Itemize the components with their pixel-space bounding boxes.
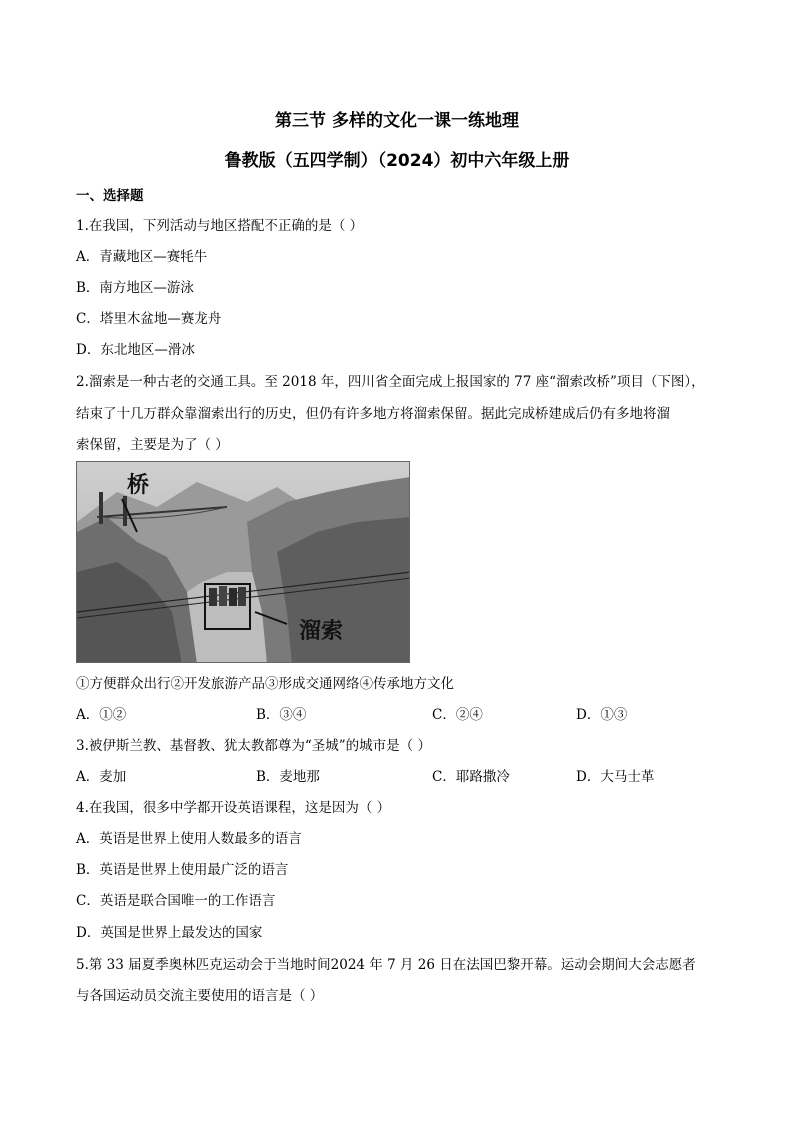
- question-1-option-a: A．青藏地区—赛牦牛: [76, 249, 208, 265]
- question-3-option-c: C．耶路撒冷: [432, 769, 510, 785]
- question-3-stem: 3.被伊斯兰教、基督教、犹太教都尊为“圣城”的城市是（ ）: [76, 738, 431, 754]
- question-1-option-b: B．南方地区—游泳: [76, 280, 194, 296]
- question-3-option-d: D．大马士革: [576, 769, 655, 785]
- question-5-stem-line-2: 与各国运动员交流主要使用的语言是（ ）: [76, 988, 324, 1004]
- zipline-label: 溜索: [299, 619, 344, 644]
- question-2-stem-line-2: 结束了十几万群众靠溜索出行的历史，但仍有许多地方将溜索保留。据此完成桥建成后仍有多地将溜: [76, 406, 670, 422]
- question-2-option-b: B．③④: [256, 707, 307, 723]
- question-2-option-a: A．①②: [76, 707, 127, 723]
- question-2-option-c: C．②④: [432, 707, 483, 723]
- question-2-statements: ①方便群众出行②开发旅游产品③形成交通网络④传承地方文化: [76, 676, 454, 692]
- question-4-option-b: B．英语是世界上使用最广泛的语言: [76, 862, 289, 878]
- question-2-stem-line-1: 2.溜索是一种古老的交通工具。至 2018 年，四川省全面完成上报国家的 77 座“溜索改桥”项目（下图），: [76, 374, 705, 390]
- question-3-option-b: B．麦地那: [256, 769, 320, 785]
- question-1-stem: 1.在我国，下列活动与地区搭配不正确的是（ ）: [76, 218, 364, 234]
- question-1-option-c: C．塔里木盆地—赛龙舟: [76, 311, 222, 327]
- question-1-option-d: D．东北地区—滑冰: [76, 342, 195, 358]
- document-subtitle: 鲁教版（五四学制）（2024）初中六年级上册: [224, 151, 570, 171]
- document-title: 第三节 多样的文化一课一练地理: [275, 111, 519, 131]
- zipline-bridge-photo: [76, 461, 410, 663]
- question-3-option-a: A．麦加: [76, 769, 127, 785]
- bridge-label: 桥: [127, 473, 150, 498]
- question-4-stem: 4.在我国，很多中学都开设英语课程，这是因为（ ）: [76, 800, 391, 816]
- section-heading: 一、选择题: [76, 188, 144, 204]
- question-5-stem-line-1: 5.第 33 届夏季奥林匹克运动会于当地时间2024 年 7 月 26 日在法国巴黎开幕。运动会期间大会志愿者: [76, 957, 696, 973]
- question-2-stem-line-3: 索保留，主要是为了（ ）: [76, 437, 229, 453]
- question-4-option-c: C．英语是联合国唯一的工作语言: [76, 893, 276, 909]
- question-4-option-a: A．英语是世界上使用人数最多的语言: [76, 831, 302, 847]
- question-4-option-d: D．英国是世界上最发达的国家: [76, 925, 263, 941]
- question-2-option-d: D．①③: [576, 707, 628, 723]
